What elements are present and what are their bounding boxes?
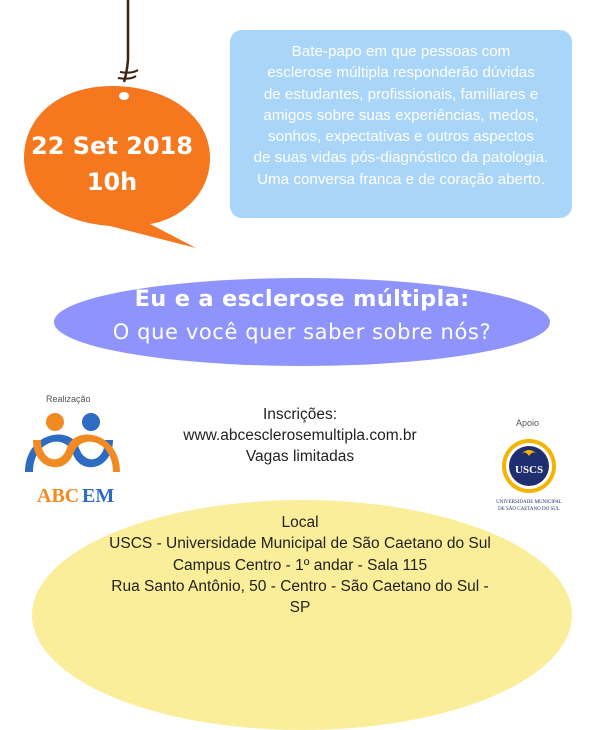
tag-hole [119, 92, 129, 100]
event-title: Eu e a esclerose múltipla: [134, 286, 470, 312]
location-line: Campus Centro - 1º andar - Sala 115 [172, 556, 428, 574]
tag-knot [118, 70, 138, 79]
event-time: 10h [86, 168, 138, 196]
event-subtitle: O que você quer saber sobre nós? [112, 320, 492, 344]
logo-text-em: EM [82, 485, 115, 507]
supporter-label: Apoio [516, 418, 540, 428]
location-info [100, 512, 500, 618]
location-line: USCS - Universidade Municipal de São Caetano do Sul [109, 535, 491, 553]
uscs-logo-icon [487, 436, 572, 516]
registration-label: Inscrições: [262, 406, 338, 423]
abcem-logo-icon [25, 410, 120, 510]
description-line: de suas vidas pós-diagnóstico da patologia. [253, 149, 549, 167]
description-line: de estudantes, profissionais, familiares e [263, 85, 539, 103]
description-line: amigos sobre suas experiências, medos, [263, 106, 539, 124]
tag-string [124, 0, 128, 82]
description-line: sonhos, expectativas e outros aspectos [268, 128, 534, 146]
uscs-line1: UNIVERSIDADE MUNICIPAL [496, 500, 562, 505]
event-date: 22 Set 2018 [31, 132, 193, 160]
uscs-line2: DE SÃO CAETANO DO SUL [498, 507, 560, 512]
registration-link[interactable]: www.abcesclerosemultipla.com.br [183, 427, 417, 444]
description-line: esclerose múltipla responderão dúvidas [267, 64, 535, 82]
registration-note: Vagas limitadas [245, 448, 355, 465]
registration-info [150, 404, 450, 467]
event-datetime [28, 128, 196, 200]
uscs-acronym: USCS [514, 464, 544, 476]
description-line: Bate-papo em que pessoas com [291, 43, 511, 60]
event-description [230, 30, 572, 218]
event-title-banner [54, 278, 550, 366]
location-line: Rua Santo Antônio, 50 - Centro - São Caetano do Sul - SP [111, 577, 489, 617]
description-line: Uma conversa franca e de coração aberto. [257, 170, 545, 188]
logo-text-abc: ABC [37, 485, 80, 507]
organizer-label: Realização [46, 394, 91, 404]
location-label: Local [281, 514, 319, 531]
